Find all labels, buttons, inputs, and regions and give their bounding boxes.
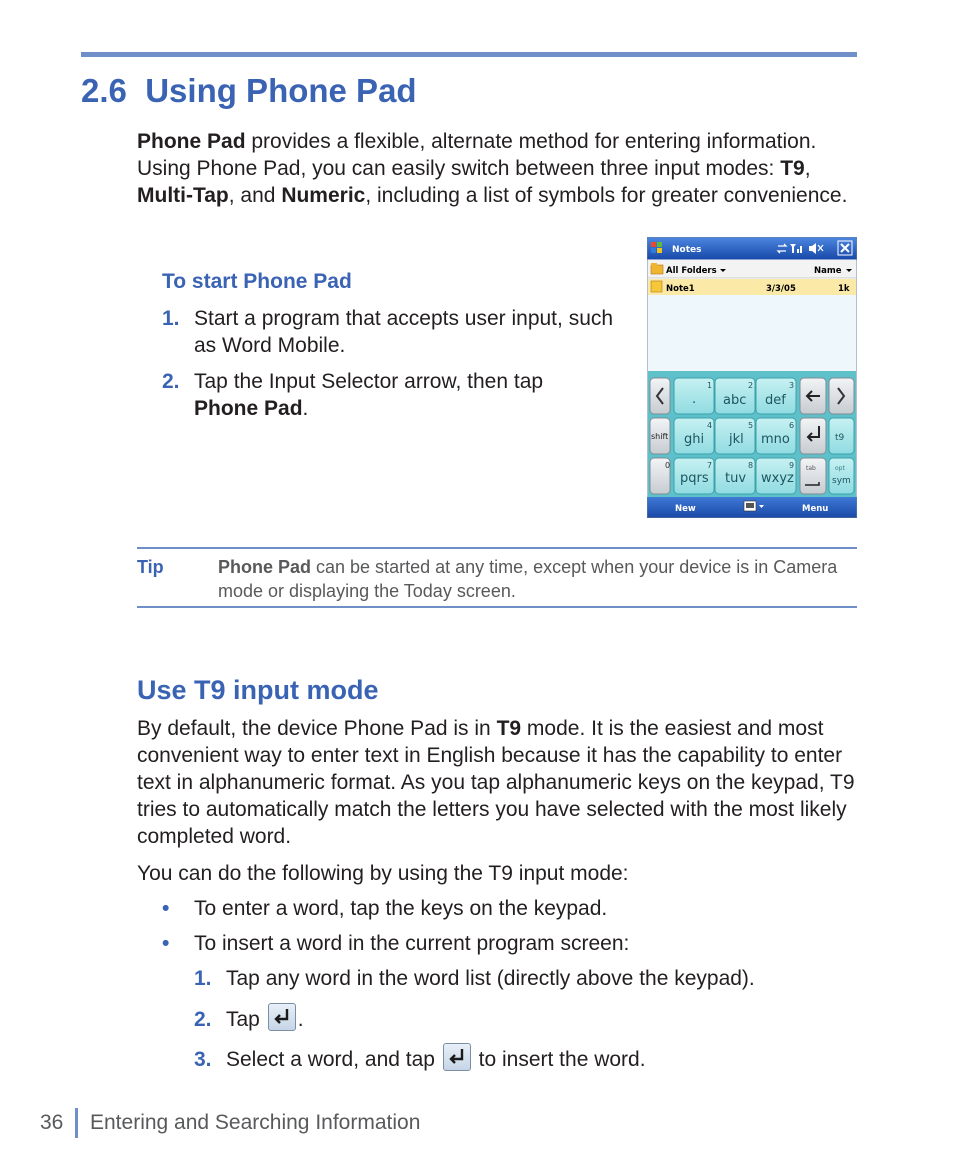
- key-8-num: 8: [748, 461, 754, 470]
- key-7-label: pqrs: [680, 471, 709, 486]
- backspace-key[interactable]: [800, 378, 826, 414]
- top-rule: [81, 52, 857, 57]
- tip-bottom-rule: [137, 606, 857, 608]
- enter-icon: [268, 1003, 296, 1031]
- key-3-label: def: [765, 393, 786, 408]
- tab-key[interactable]: [800, 458, 826, 494]
- folder-dropdown[interactable]: All Folders: [666, 266, 717, 276]
- footer-divider: [75, 1108, 78, 1138]
- t9-heading: Use T9 input mode: [137, 675, 379, 705]
- note-size: 1k: [838, 284, 850, 294]
- phone-app-title: Notes: [672, 245, 702, 255]
- enter-key[interactable]: [800, 418, 826, 454]
- start-step-1: 1. Start a program that accepts user input, such as Word Mobile.: [162, 307, 614, 357]
- t9-paragraph-2: You can do the following by using the T9 input mode:: [137, 862, 629, 885]
- tip-label: Tip: [137, 557, 164, 577]
- zero-key-label: 0: [665, 461, 671, 470]
- start-step-2: 2. Tap the Input Selector arrow, then tap Phone Pad.: [162, 370, 544, 420]
- page-title: 2.6 Using Phone Pad: [81, 72, 417, 109]
- t9-substep-1: 1. Tap any word in the word list (directly above the keypad).: [194, 967, 755, 990]
- key-7-num: 7: [707, 461, 713, 470]
- t9-bullet-1: • To enter a word, tap the keys on the keypad.: [162, 897, 608, 920]
- left-arrow-key[interactable]: [650, 378, 670, 414]
- tab-key-label: tab: [806, 465, 816, 472]
- t9-key-label: t9: [835, 433, 845, 443]
- tip-top-rule: [137, 547, 857, 549]
- t9-substep-3: 3. Select a word, and tap to insert the word.: [194, 1046, 854, 1073]
- key-4-label: ghi: [684, 432, 705, 447]
- shift-key-label: shift: [651, 432, 669, 441]
- opt-key-label: opt: [835, 465, 845, 472]
- phone-pad-screenshot: [647, 237, 857, 518]
- softkey-new[interactable]: New: [675, 504, 696, 514]
- key-2-label: abc: [723, 393, 747, 408]
- intro-paragraph: Phone Pad provides a flexible, alternate method for entering information. Using Phone Pad, you can easily switch between three input modes: T9, Multi-Tap, and Numeric, including a list of symbols for greater convenience.: [137, 130, 848, 207]
- key-2-num: 2: [748, 381, 754, 390]
- sort-dropdown[interactable]: Name: [814, 266, 842, 276]
- softkey-menu[interactable]: Menu: [802, 504, 829, 514]
- t9-paragraph-1: By default, the device Phone Pad is in T9 mode. It is the easiest and most convenient way to enter text in English because it has the capability to enter text in alphanumeric format. As you tap alphanumeric keys on the keypad, T9 tries to automatically match the letters you have selected with the most likely completed word.: [137, 717, 855, 848]
- key-5-num: 5: [748, 421, 754, 430]
- t9-bullet-2: • To insert a word in the current program screen:: [162, 932, 630, 955]
- key-6-label: mno: [761, 432, 790, 447]
- page-number: 36: [40, 1111, 64, 1134]
- note-date: 3/3/05: [766, 284, 796, 294]
- enter-icon: [443, 1043, 471, 1071]
- key-5-label: jkl: [729, 432, 744, 447]
- key-1-label: .: [692, 392, 697, 407]
- key-9-num: 9: [789, 461, 795, 470]
- t9-substep-2: 2. Tap .: [194, 1006, 854, 1033]
- note-name: Note1: [666, 284, 695, 294]
- chapter-title: Entering and Searching Information: [90, 1111, 421, 1134]
- key-3-num: 3: [789, 381, 795, 390]
- key-6-num: 6: [789, 421, 795, 430]
- key-4-num: 4: [707, 421, 713, 430]
- key-1-num: 1: [707, 381, 713, 390]
- start-phone-pad-heading: To start Phone Pad: [162, 270, 352, 293]
- right-arrow-key[interactable]: [829, 378, 854, 414]
- sym-key-label: sym: [832, 476, 851, 486]
- note-icon: [651, 281, 662, 292]
- tip-text: Phone Pad can be started at any time, except when your device is in Camera mode or displaying the Today screen.: [218, 557, 838, 601]
- key-9-label: wxyz: [761, 471, 794, 486]
- key-8-label: tuv: [725, 471, 747, 486]
